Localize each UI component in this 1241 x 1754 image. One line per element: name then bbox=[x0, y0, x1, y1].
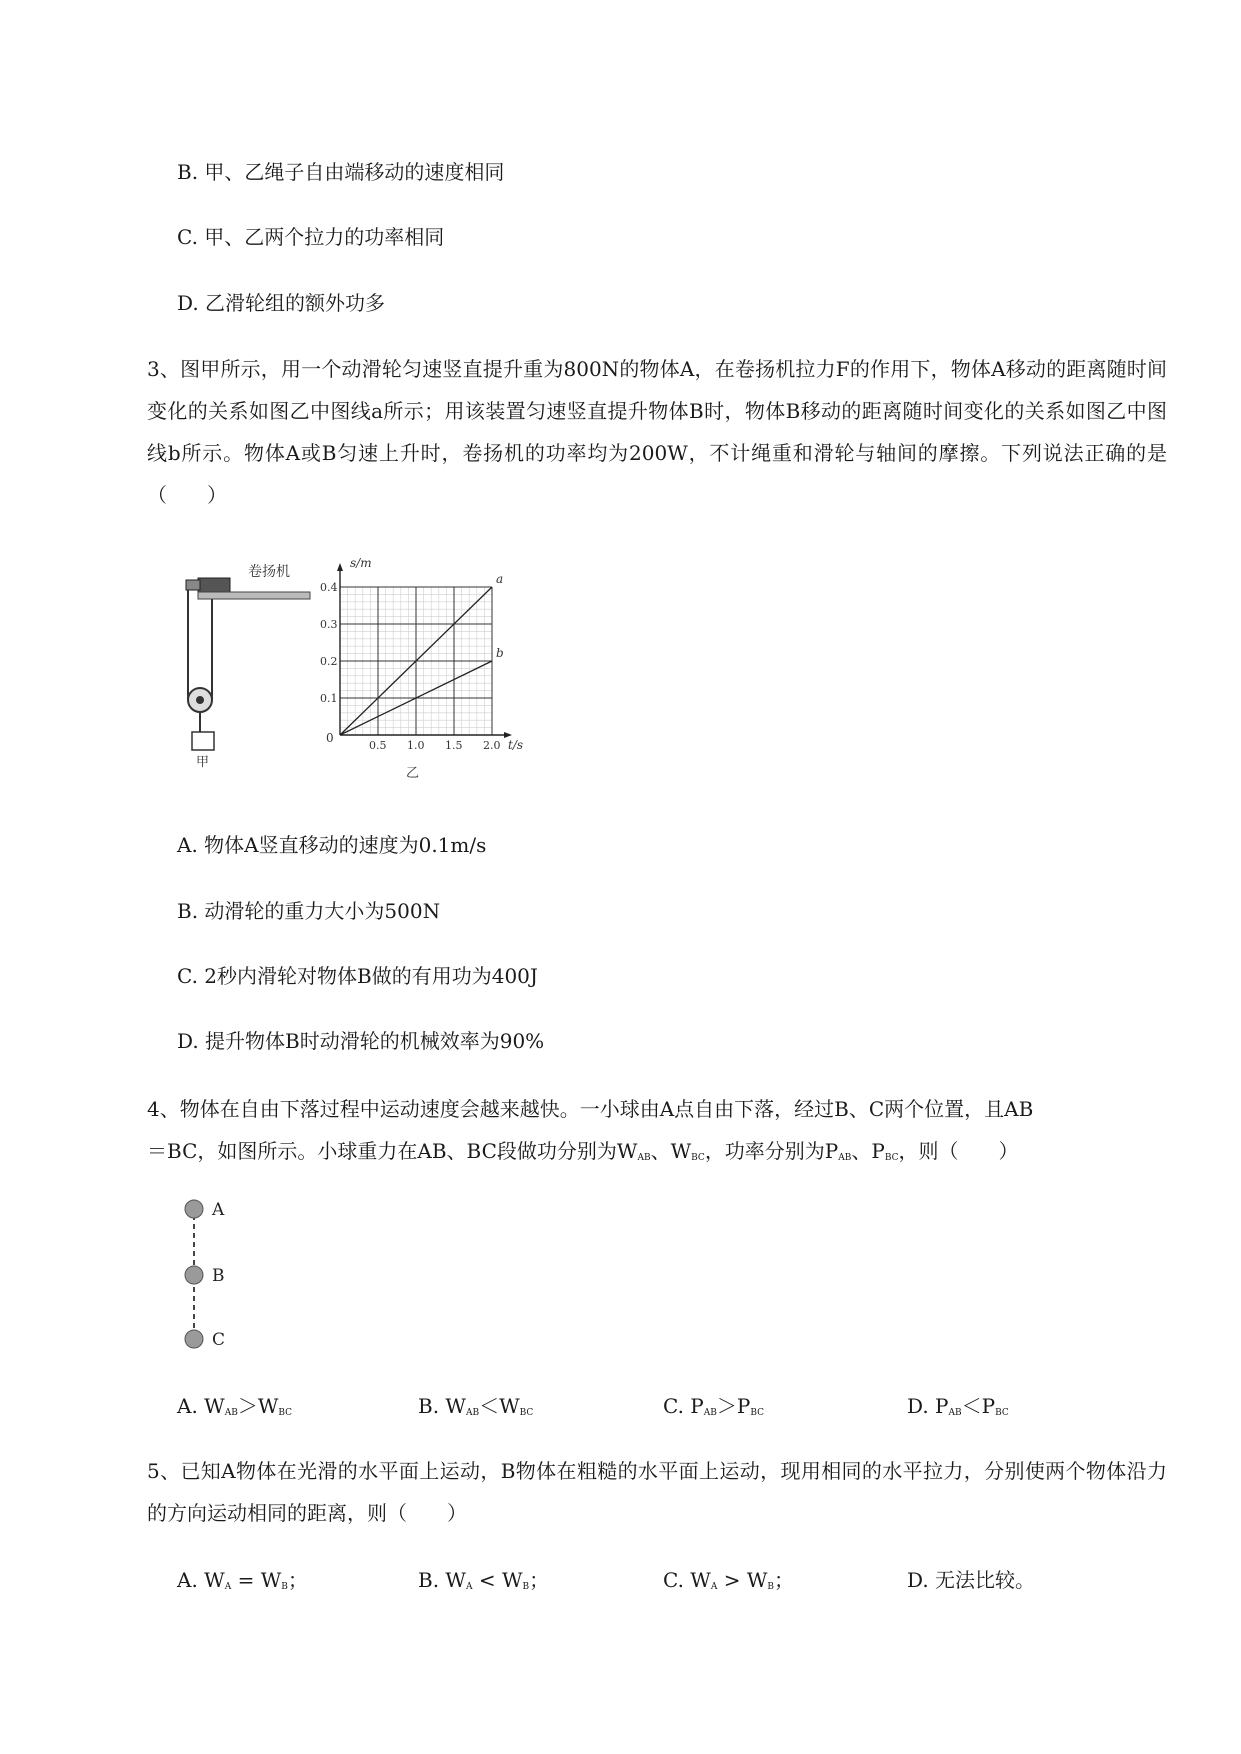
q4-option-b: B. $W_{AB}<W_{BC}$ bbox=[418, 1394, 534, 1418]
chart-origin-label: 0 bbox=[326, 731, 334, 745]
q4-stem-line1: 4、物体在自由下落过程中运动速度会越来越快。一小球由A点自由下落，经过B、C两个位置，且AB bbox=[147, 1097, 1034, 1121]
q3-option-b: B. 动滑轮的重力大小为500N bbox=[177, 899, 441, 923]
ball-c bbox=[185, 1330, 203, 1348]
q5-option-a: A. $W_A = W_B$； bbox=[177, 1568, 308, 1592]
y-tick-label: 0.2 bbox=[320, 655, 338, 668]
x-tick-label: 0.5 bbox=[369, 739, 387, 752]
q5-option-c: C. $W_A > W_B$； bbox=[663, 1568, 795, 1592]
q3-stem: 3、图甲所示，用一个动滑轮匀速竖直提升重为800N的物体A，在卷扬机拉力F的作用下，物体A移动的距离随时间变化的关系如图乙中图线a所示；用该装置匀速竖直提升物体B时，物体B移动的距离随时间变化的关系如图乙中图线b所示。物体A或B匀速上升时，卷扬机的功率均为200W，不计绳重和滑轮与轴间的摩擦。下列说法正确的是（ ） bbox=[147, 357, 1167, 507]
q4-option-d: D. $P_{AB}<P_{BC}$ bbox=[907, 1394, 1009, 1418]
q4-stem-line2: ＝BC，如图所示。小球重力在AB、BC段做功分别为$W_{AB}$、$W_{BC}$，功率分别为$P_{AB}$、$P_{BC}$，则（ ） bbox=[147, 1139, 1019, 1163]
label-c: C bbox=[212, 1330, 226, 1350]
x-tick-label: 1.5 bbox=[445, 739, 463, 752]
series-label-b: b bbox=[496, 646, 504, 660]
label-a: A bbox=[212, 1200, 225, 1220]
q3-option-c: C. 2秒内滑轮对物体B做的有用功为400J bbox=[177, 964, 538, 988]
platform bbox=[198, 592, 310, 599]
q3-option-a: A. 物体A竖直移动的速度为0.1m/s bbox=[177, 833, 487, 857]
y-tick-label: 0.1 bbox=[320, 692, 338, 705]
q3-option-d: D. 提升物体B时动滑轮的机械效率为90% bbox=[177, 1029, 545, 1053]
winch-body bbox=[198, 578, 230, 592]
q4-option-a: A. $W_{AB}>W_{BC}$ bbox=[177, 1394, 293, 1418]
q5-stem: 5、已知A物体在光滑的水平面上运动，B物体在粗糙的水平面上运动，现用相同的水平拉力，分别使两个物体沿力的方向运动相同的距离，则（ ） bbox=[147, 1459, 1167, 1525]
y-axis-arrow bbox=[337, 563, 343, 571]
y-tick-label: 0.3 bbox=[320, 618, 338, 631]
jia-label: 甲 bbox=[196, 755, 210, 770]
chart-y-axis-label: s/m bbox=[350, 556, 372, 570]
q2-option-b: B. 甲、乙绳子自由端移动的速度相同 bbox=[177, 160, 505, 184]
ball-b bbox=[185, 1266, 203, 1284]
q4-figure-falling-ball bbox=[180, 1195, 250, 1360]
chart-x-axis-label: t/s bbox=[508, 738, 524, 752]
object-box bbox=[192, 732, 214, 750]
yi-label: 乙 bbox=[406, 766, 420, 781]
q2-option-d: D. 乙滑轮组的额外功多 bbox=[177, 291, 386, 315]
y-tick-label: 0.4 bbox=[320, 581, 338, 594]
q3-figure-yi-chart bbox=[320, 555, 550, 785]
q5-option-b: B. $W_A < W_B$； bbox=[418, 1568, 550, 1592]
ball-a bbox=[185, 1200, 203, 1218]
label-b: B bbox=[212, 1266, 225, 1286]
winch-label: 卷扬机 bbox=[248, 564, 290, 580]
q4-option-c: C. $P_{AB}>P_{BC}$ bbox=[663, 1394, 765, 1418]
series-label-a: a bbox=[496, 572, 504, 586]
q5-option-d: D. 无法比较。 bbox=[907, 1568, 1036, 1592]
x-tick-label: 1.0 bbox=[407, 739, 425, 752]
q3-figure-jia bbox=[178, 560, 323, 770]
q2-option-c: C. 甲、乙两个拉力的功率相同 bbox=[177, 225, 445, 249]
x-tick-label: 2.0 bbox=[483, 739, 501, 752]
winch-drum bbox=[186, 580, 200, 590]
